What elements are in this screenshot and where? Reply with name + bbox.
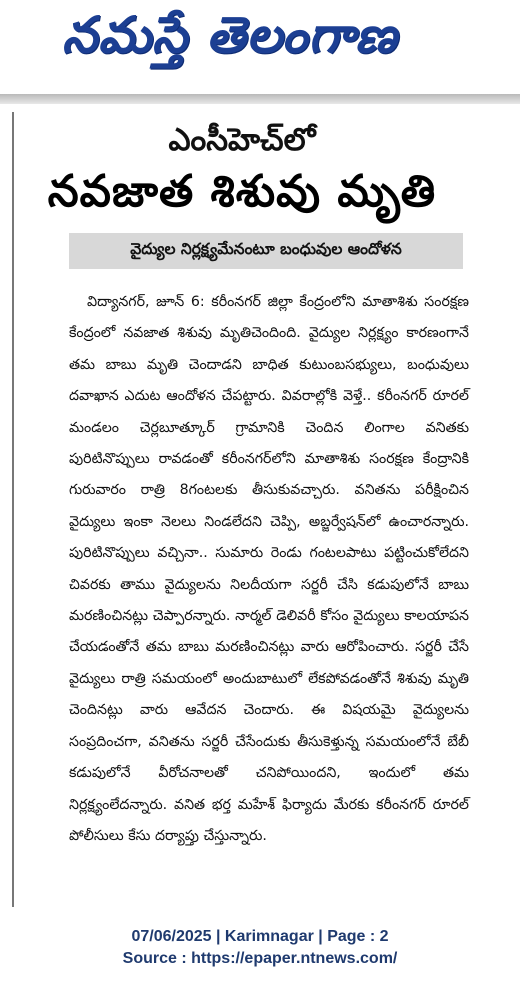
- source-link[interactable]: Source : https://epaper.ntnews.com/: [122, 950, 398, 967]
- masthead: [0, 0, 520, 98]
- news-article: [12, 112, 472, 907]
- article-border: [12, 112, 14, 907]
- edition-info: 07/06/2025 | Karimnagar | Page : 2: [131, 928, 389, 945]
- newspaper-logo: నమస్తే తెలంగాణ: [62, 6, 398, 64]
- article-subheadline: వైద్యుల నిర్లక్ష్యమేనంటూ బంధువుల ఆందోళన: [69, 233, 463, 269]
- article-headline: నవజాత శిశువు మృతి: [47, 166, 437, 217]
- article-paragraph: విద్యానగర్, జూన్ 6: కరీంనగర్ జిల్లా కేంద్రంలోని మాతాశిశు సంరక్షణ కేంద్రంలో నవజాత శిశువు మృతిచెందింది. వైద్యుల నిర్లక్ష్యం కారణంగానే తమ బాబు మృతి చెందాడని బాధిత కుటుంబసభ్యులు, బంధువులు దవాఖాన ఎదుట ఆందోళన చేపట్టారు. వివరాల్లోకి వెళ్తే.. కరీంనగర్ రూరల్ మండలం చెర్లబూత్కూర్ గ్రామానికి చెందిన లింగాల వనితకు పురిటినొప్పులు రావడంతో కరీంనగర్‌లోని మాతాశిశు సంరక్షణ కేంద్రానికి గురువారం రాత్రి 8గంటలకు తీసుకువచ్చారు. వనితను పరీక్షించిన వైద్యులు ఇంకా నెలలు నిండలేదని చెప్పి, అబ్జర్వేషన్‌లో ఉంచారన్నారు. పురిటినొప్పులు వచ్చినా.. సుమారు రెండు గంటలపాటు పట్టించుకోలేదని చివరకు తాము వైద్యులను నిలదీయగా సర్జరీ చేసి కడుపులోనే బాబు మరణించినట్లు చెప్పారన్నారు. నార్మల్ డెలివరీ కోసం వైద్యులు కాలయాపన చేయడంతోనే తమ బాబు మరణించినట్లు వారు ఆరోపించారు. సర్జరీ చేసే వైద్యులు రాత్రి సమయంలో అందుబాటులో లేకపోవడంతోనే శిశువు మృతి చెందినట్లు వారు ఆవేదన చెందారు. ఈ విషయమై వైద్యులను సంప్రదించగా, వనితను సర్జరీ చేసేందుకు తీసుకెళ్తున్న సమయంలోనే బేబీ కడుపులోనే వీరోచనాలతో చనిపోయిందని, ఇందులో తమ నిర్లక్ష్యంలేదన్నారు. వనిత భర్త మహేశ్ ఫిర్యాదు మేరకు కరీంనగర్ రూరల్ పోలీసులు కేసు దర్యాప్తు చేస్తున్నారు.: [69, 294, 469, 844]
- page-footer: [0, 926, 520, 970]
- masthead-divider: [0, 94, 520, 104]
- article-body: [69, 287, 469, 852]
- article-kicker: ఎంసీహెచ్‌లో: [168, 122, 316, 158]
